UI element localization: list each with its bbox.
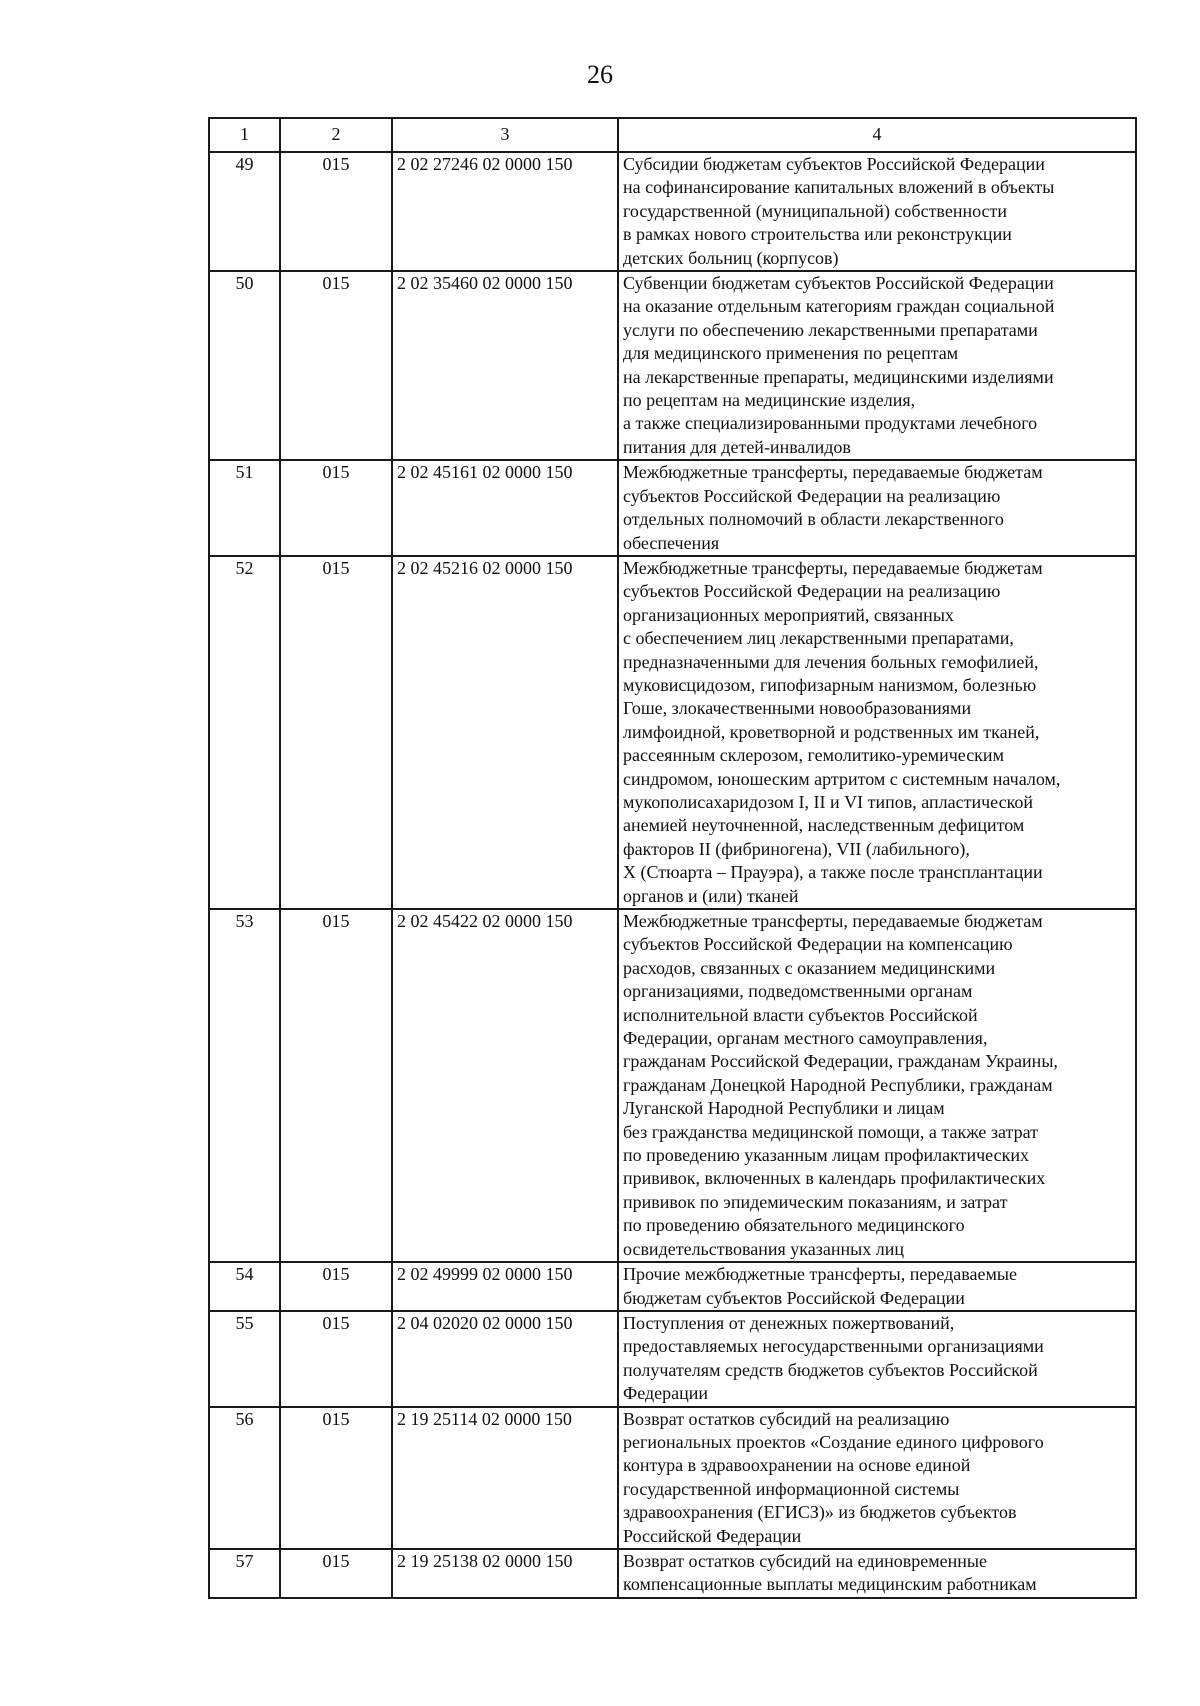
table-row (209, 152, 1136, 271)
description-line: на лекарственные препараты, медицинскими изделиями (623, 366, 1054, 387)
revenue-description (618, 271, 1136, 460)
revenue-description (618, 1262, 1136, 1311)
revenue-description (618, 556, 1136, 909)
row-number: 57 (209, 1549, 280, 1598)
budget-classification-code: 2 19 25114 02 0000 150 (392, 1407, 618, 1549)
description-line: Межбюджетные трансферты, передаваемые бюджетам (623, 911, 1043, 931)
description-line: мукополисахаридозом I, II и VI типов, апластической (623, 791, 1034, 812)
description-line: региональных проектов «Создание единого цифрового (623, 1431, 1044, 1452)
row-number: 54 (209, 1262, 280, 1311)
revenue-description (618, 152, 1136, 271)
revenue-description (618, 1407, 1136, 1549)
description-line: Субвенции бюджетам субъектов Российской Федерации (623, 273, 1054, 294)
description-line: организациями, подведомственными органам (623, 981, 973, 1002)
description-line: освидетельствования указанных лиц (623, 1238, 904, 1259)
description-line: в рамках нового строительства или реконструкции (623, 224, 1012, 245)
budget-classification-code: 2 02 45216 02 0000 150 (392, 556, 618, 909)
column-header: 4 (618, 118, 1136, 152)
description-line: субъектов Российской Федерации на реализацию (623, 581, 1001, 602)
description-line: государственной информационной системы (623, 1478, 960, 1499)
description-line: обеспечения (623, 532, 720, 553)
description-line: получателям средств бюджетов субъектов Российской (623, 1359, 1038, 1380)
revenue-description (618, 1311, 1136, 1407)
table-row (209, 1262, 1136, 1311)
administrator-code: 015 (280, 556, 392, 909)
description-line: предназначенными для лечения больных гемофилией, (623, 651, 1039, 672)
description-line: Федерации (623, 1383, 709, 1404)
table-row (209, 1407, 1136, 1549)
description-line: отдельных полномочий в области лекарственного (623, 509, 1004, 530)
page-number: 26 (587, 60, 613, 89)
description-line: на софинансирование капитальных вложений в объекты (623, 177, 1055, 198)
row-number: 56 (209, 1407, 280, 1549)
description-line: субъектов Российской Федерации на реализацию (623, 485, 1001, 506)
description-line: государственной (муниципальной) собственности (623, 200, 1008, 221)
table-row (209, 909, 1136, 1262)
description-line: Луганской Народной Республики и лицам (623, 1098, 945, 1119)
description-line: Гоше, злокачественными новообразованиями (623, 698, 972, 719)
administrator-code: 015 (280, 1262, 392, 1311)
description-line: Прочие межбюджетные трансферты, передаваемые (623, 1264, 1017, 1285)
description-line: предоставляемых негосударственными организациями (623, 1336, 1044, 1357)
budget-classification-code: 2 02 45161 02 0000 150 (392, 460, 618, 556)
description-line: Возврат остатков субсидий на единовременные (623, 1550, 987, 1571)
description-line: питания для детей-инвалидов (623, 436, 851, 457)
budget-classification-code: 2 19 25138 02 0000 150 (392, 1549, 618, 1598)
description-line: прививок, включенных в календарь профилактических (623, 1168, 1046, 1189)
description-line: факторов II (фибриногена), VII (лабильного), (623, 838, 970, 859)
budget-classification-code: 2 04 02020 02 0000 150 (392, 1311, 618, 1407)
description-line: гражданам Российской Федерации, гражданам Украины, (623, 1051, 1058, 1072)
column-header: 2 (280, 118, 392, 152)
description-line: услуги по обеспечению лекарственными препаратами (623, 319, 1038, 340)
revenue-description (618, 460, 1136, 556)
description-line: по рецептам на медицинские изделия, (623, 390, 916, 411)
description-line: на оказание отдельным категориям граждан социальной (623, 296, 1055, 317)
column-header: 3 (392, 118, 618, 152)
revenue-description (618, 1549, 1136, 1598)
description-line: субъектов Российской Федерации на компенсацию (623, 934, 1013, 955)
description-line: для медицинского применения по рецептам (623, 343, 959, 364)
row-number: 53 (209, 909, 280, 1262)
row-number: 52 (209, 556, 280, 909)
table-row (209, 1311, 1136, 1407)
description-line: без гражданства медицинской помощи, а также затрат (623, 1121, 1039, 1142)
description-line: Межбюджетные трансферты, передаваемые бюджетам (623, 557, 1043, 578)
description-line: расходов, связанных с оказанием медицинскими (623, 957, 996, 978)
description-line: анемией неуточненной, наследственным дефицитом (623, 815, 1025, 836)
administrator-code: 015 (280, 909, 392, 1262)
description-line: рассеянным склерозом, гемолитико-уремическим (623, 745, 1004, 766)
administrator-code: 015 (280, 1311, 392, 1407)
description-line: Поступления от денежных пожертвований, (623, 1312, 955, 1333)
description-line: лимфоидной, кроветворной и родственных им тканей, (623, 721, 1040, 742)
budget-classification-code: 2 02 49999 02 0000 150 (392, 1262, 618, 1311)
description-line: контура в здравоохранении на основе единой (623, 1455, 971, 1476)
description-line: прививок по эпидемическим показаниям, и затрат (623, 1191, 1008, 1212)
revenue-description (618, 909, 1136, 1262)
description-line: организационных мероприятий, связанных (623, 604, 954, 625)
budget-classification-code: 2 02 27246 02 0000 150 (392, 152, 618, 271)
administrator-code: 015 (280, 152, 392, 271)
description-line: гражданам Донецкой Народной Республики, гражданам (623, 1074, 1053, 1095)
column-header: 1 (209, 118, 280, 152)
description-line: органов и (или) тканей (623, 885, 799, 906)
description-line: Возврат остатков субсидий на реализацию (623, 1408, 950, 1429)
table-row (209, 556, 1136, 909)
description-line: а также специализированными продуктами лечебного (623, 413, 1038, 434)
description-line: с обеспечением лиц лекарственными препаратами, (623, 628, 1014, 649)
row-number: 49 (209, 152, 280, 271)
description-line: Межбюджетные трансферты, передаваемые бюджетам (623, 462, 1043, 483)
description-line: Российской Федерации (623, 1525, 802, 1546)
description-line: детских больниц (корпусов) (623, 247, 839, 268)
description-line: по проведению обязательного медицинского (623, 1215, 965, 1236)
description-line: X (Стюарта – Прауэра), а также после трансплантации (623, 862, 1043, 883)
table-header-row (209, 118, 1136, 152)
description-line: по проведению указанным лицам профилактических (623, 1145, 1029, 1166)
table-body (209, 152, 1136, 1598)
description-line: исполнительной власти субъектов Российской (623, 1004, 978, 1025)
administrator-code: 015 (280, 460, 392, 556)
description-line: синдромом, юношеским артритом с системным началом, (623, 768, 1061, 789)
row-number: 55 (209, 1311, 280, 1407)
budget-codes-table (208, 117, 1137, 1599)
row-number: 51 (209, 460, 280, 556)
administrator-code: 015 (280, 271, 392, 460)
description-line: компенсационные выплаты медицинским работникам (623, 1574, 1037, 1595)
table-row (209, 1549, 1136, 1598)
administrator-code: 015 (280, 1549, 392, 1598)
table-row (209, 271, 1136, 460)
description-line: здравоохранения (ЕГИСЗ)» из бюджетов субъектов (623, 1502, 1017, 1523)
administrator-code: 015 (280, 1407, 392, 1549)
row-number: 50 (209, 271, 280, 460)
budget-classification-code: 2 02 35460 02 0000 150 (392, 271, 618, 460)
description-line: Федерации, органам местного самоуправления, (623, 1028, 988, 1049)
table-row (209, 460, 1136, 556)
description-line: муковисцидозом, гипофизарным нанизмом, болезнью (623, 674, 1037, 695)
description-line: Субсидии бюджетам субъектов Российской Федерации (623, 154, 1045, 174)
description-line: бюджетам субъектов Российской Федерации (623, 1287, 965, 1308)
budget-classification-code: 2 02 45422 02 0000 150 (392, 909, 618, 1262)
